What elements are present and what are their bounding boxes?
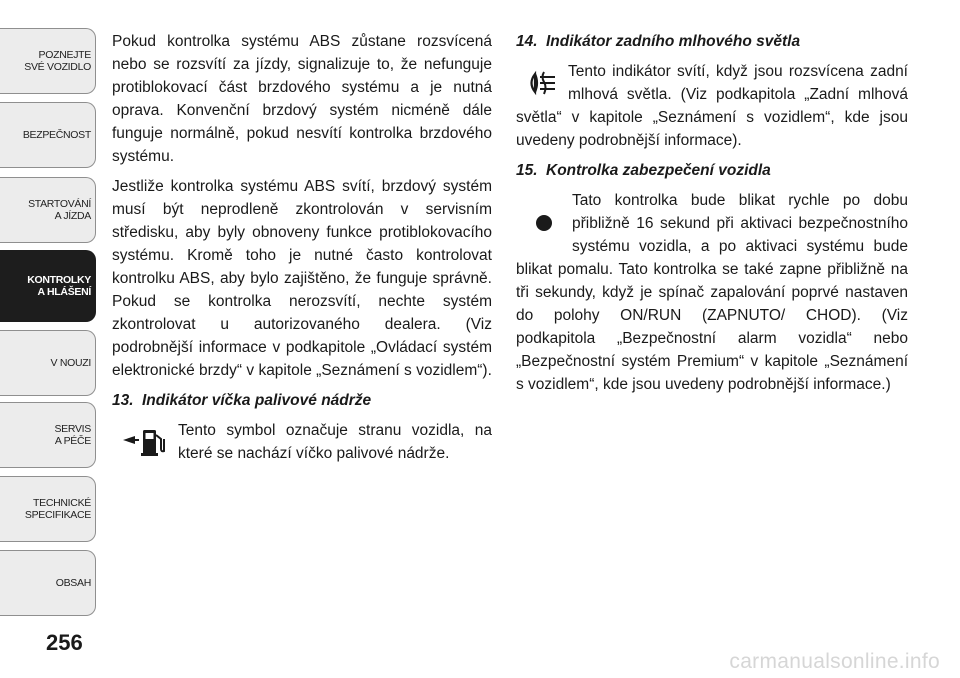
tab-label: STARTOVÁNÍ A JÍZDA bbox=[28, 198, 91, 222]
tab-kontrolky-a-hlaseni[interactable] bbox=[0, 250, 96, 322]
rear-fog-light-icon bbox=[516, 60, 568, 106]
item-14-title: Indikátor zadního mlhového světla bbox=[546, 33, 801, 50]
item-13-number: 13. bbox=[112, 392, 134, 409]
item-15-title: Kontrolka zabezpečení vozidla bbox=[546, 162, 771, 179]
item-14-number: 14. bbox=[516, 33, 538, 50]
tab-startovani-a-jizda[interactable] bbox=[0, 177, 96, 243]
tab-label: POZNEJTE SVÉ VOZIDLO bbox=[24, 49, 91, 73]
left-column bbox=[112, 30, 492, 472]
tab-label: BEZPEČNOST bbox=[22, 129, 91, 141]
tab-technicke-specifikace[interactable] bbox=[0, 476, 96, 542]
item-13-text: Tento symbol označuje stranu vozidla, na které se nachází víčko palivové nádrže. bbox=[178, 422, 492, 462]
tab-label: OBSAH bbox=[55, 577, 91, 589]
item-15-text: Tato kontrolka bude blikat rychle po dobu přibližně 16 sekund při aktivaci bezpečnostního systému vozidla, a po aktivaci systému bude blikat pomalu. Tato kontrolka se také zapne přibližně na tři sekundy, když je spínač zapalování poprvé nastaven do polohy ON/RUN (ZAPNUTO/ CHOD). (Viz podkapitola „Bezpečnostní alarm vozidla“ nebo „Bezpečnostní systém Premium“ v kapitole „Seznámení s vozidlem“, kde jsou uvedeny podrobnější informace.) bbox=[516, 192, 908, 393]
item-13-heading bbox=[112, 389, 492, 412]
tab-obsah[interactable] bbox=[0, 550, 96, 616]
item-14-heading bbox=[516, 30, 908, 53]
item-14-text: Tento indikátor svítí, když jsou rozsvícena zadní mlhová světla. (Viz podkapitola „Zadní mlhová světla“ v kapitole „Seznámení s vozidlem“, kde jsou uvedeny podrobnější informace). bbox=[516, 63, 908, 149]
tab-label: TECHNICKÉ SPECIFIKACE bbox=[24, 497, 91, 521]
tab-label: SERVIS A PÉČE bbox=[54, 423, 91, 447]
tab-bezpecnost[interactable] bbox=[0, 102, 96, 168]
tab-label: V NOUZI bbox=[50, 357, 91, 369]
tab-label: KONTROLKY A HLÁŠENÍ bbox=[27, 274, 91, 298]
item-13-title: Indikátor víčka palivové nádrže bbox=[142, 392, 372, 409]
right-column bbox=[516, 30, 908, 403]
tab-servis-a-pece[interactable] bbox=[0, 402, 96, 468]
abs-paragraph-2: Jestliže kontrolka systému ABS svítí, brzdový systém musí být neprodleně zkontrolován v servisním středisku, aby byly obnoveny funkce protiblokovacího systému. Kromě toho je nutné často kontrolovat kontrolku ABS, aby bylo zajištěno, že funguje správně. Pokud se kontrolka nerozsvítí, nechte systém zkontrolovat u autorizovaného dealera. (Viz podrobnější informace v podkapitole „Ovládací systém elektronické brzdy“ v kapitole „Seznámení s vozidlem“). bbox=[112, 178, 492, 379]
watermark: carmanualsonline.info bbox=[729, 650, 940, 673]
fuel-pump-icon bbox=[112, 419, 178, 465]
security-dot-icon bbox=[516, 189, 572, 257]
abs-paragraph-1: Pokud kontrolka systému ABS zůstane rozsvícená nebo se rozsvítí za jízdy, signalizuje to, že nefunguje protiblokovací část brzdového systému a je nutná oprava. Konvenční brzdový systém nicméně dále funguje normálně, pokud nesvítí kontrolka brzdového systému. bbox=[112, 33, 492, 165]
item-15-number: 15. bbox=[516, 162, 538, 179]
tab-poznejte-sve-vozidlo[interactable] bbox=[0, 28, 96, 94]
page-number: 256 bbox=[46, 630, 83, 655]
item-15-heading bbox=[516, 159, 908, 182]
tab-v-nouzi[interactable] bbox=[0, 330, 96, 396]
